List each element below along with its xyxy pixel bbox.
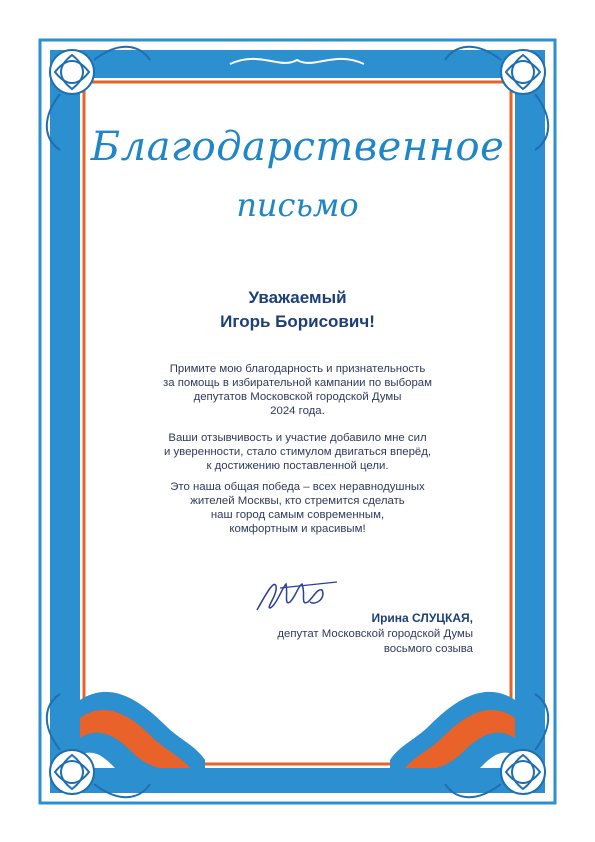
paragraph-support: Ваши отзывчивость и участие добавило мне сил и уверенности, стало стимулом двигаться вперёд, к достижению поставленной цели. — [163, 432, 432, 472]
paragraph-gratitude: Примите мою благодарность и признательность за помощь в избирательной кампании по выборам депутатов Московской городской Думы 2024 года. — [163, 363, 432, 417]
letter-title: Благодарственное — [90, 124, 505, 170]
greeting — [0, 286, 595, 334]
letter-subtitle: письмо — [236, 186, 359, 224]
greeting-salutation: Уважаемый — [248, 288, 347, 307]
greeting-recipient: Игорь Борисович! — [220, 312, 375, 331]
signer-name: Ирина СЛУЦКАЯ, — [371, 611, 473, 625]
paragraph-victory: Это наша общая победа – всех неравнодушных жителей Москвы, кто стремится сделать наш город самым современным, комфортным и красивым! — [170, 481, 425, 535]
signer-position: депутат Московской городской Думы восьмого созыва — [277, 628, 473, 655]
